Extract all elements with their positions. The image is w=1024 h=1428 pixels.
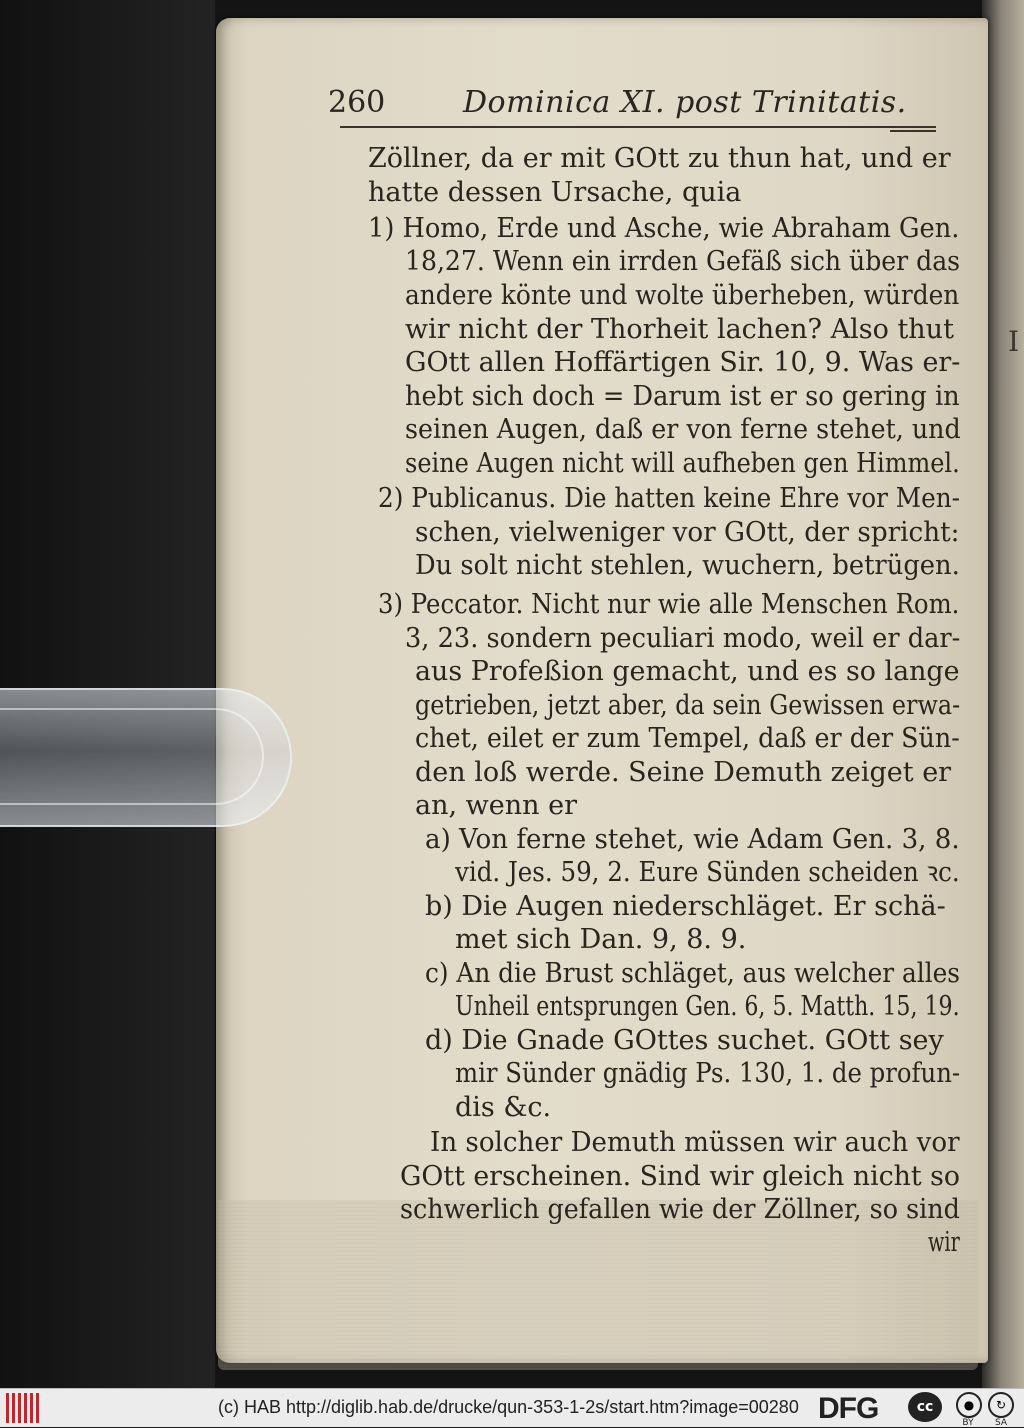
sa-label: SA [994, 1418, 1008, 1428]
text-line: hatte dessen Ursache, quia [368, 177, 742, 208]
text-line: mir Sünder gnädig Ps. 130, 1. de profun- [455, 1058, 961, 1089]
text-line: wir [928, 1227, 960, 1258]
text-line: schwerlich gefallen wie der Zöllner, so sind [400, 1194, 960, 1225]
text-line: seine Augen nicht will aufheben gen Himmel. [405, 448, 960, 479]
text-line: 1) Homo, Erde und Asche, wie Abraham Gen. [368, 213, 960, 244]
running-title: Dominica XI. post Trinitatis. [463, 85, 907, 120]
text-line: 2) Publicanus. Die hatten keine Ehre vor Men- [378, 483, 960, 514]
text-line: an, wenn er [415, 790, 577, 821]
text-line: hebt sich doch = Darum ist er so gering in [405, 381, 960, 412]
text-line: In solcher Demuth müssen wir auch vor [430, 1127, 960, 1158]
text-line: Unheil entsprungen Gen. 6, 5. Matth. 15, 19. [455, 991, 960, 1022]
text-line: den loß werde. Seine Demuth zeiget er [415, 757, 952, 788]
by-label: BY [962, 1418, 974, 1428]
facing-page-mark: I [1008, 325, 1020, 358]
text-line: schen, vielweniger vor GOtt, der spricht: [415, 517, 960, 548]
text-line: Du solt nicht stehlen, wuchern, betrügen. [415, 550, 960, 581]
text-line: dis &c. [455, 1092, 552, 1123]
text-line: met sich Dan. 9, 8. 9. [455, 924, 747, 955]
text-line: a) Von ferne stehet, wie Adam Gen. 3, 8. [425, 824, 960, 855]
cc-sa-icon[interactable] [988, 1392, 1014, 1426]
dfg-logo[interactable]: DFG [818, 1392, 879, 1425]
text-line: c) An die Brust schläget, aus welcher alles [425, 958, 961, 989]
text-line: b) Die Augen niederschläget. Er schä- [425, 891, 946, 922]
text-line: Zöllner, da er mit GOtt zu thun hat, und er [368, 143, 951, 174]
text-line: seinen Augen, daß er von ferne stehet, und [405, 414, 961, 445]
text-line: GOtt allen Hoffärtigen Sir. 10, 9. Was er- [405, 347, 961, 378]
share-alike-icon: ↻ [988, 1392, 1014, 1418]
text-line: 18,27. Wenn ein irrden Gefäß sich über das [405, 246, 961, 277]
person-icon: ● [956, 1392, 982, 1418]
text-line: GOtt erscheinen. Sind wir gleich nicht so [400, 1161, 961, 1192]
text-line: d) Die Gnade GOttes suchet. GOtt sey [425, 1025, 944, 1056]
cc-by-icon[interactable] [956, 1392, 980, 1426]
text-line: vid. Jes. 59, 2. Eure Sünden scheiden ꝛc. [455, 857, 960, 888]
footer-credit-link[interactable]: (c) HAB http://diglib.hab.de/drucke/qun-353-1-2s/start.htm?image=00280 [218, 1397, 799, 1417]
hab-logo-icon[interactable] [6, 1393, 40, 1423]
cc-license-icon[interactable]: cc [908, 1392, 942, 1422]
text-line: andere könte und wolte überheben, würden [405, 280, 960, 311]
text-line: wir nicht der Thorheit lachen? Also thut [405, 314, 954, 345]
text-line: 3, 23. sondern peculiari modo, weil er dar- [405, 623, 961, 654]
text-line: chet, eilet er zum Tempel, daß er der Sün- [415, 723, 960, 754]
text-line: getrieben, jetzt aber, da sein Gewissen erwa- [415, 690, 961, 721]
text-line: 3) Peccator. Nicht nur wie alle Menschen Rom. [378, 589, 960, 620]
text-line: aus Profeßion gemacht, und es so lange [415, 656, 960, 687]
footer-bar [0, 1388, 1024, 1427]
page-number: 260 [328, 85, 386, 120]
